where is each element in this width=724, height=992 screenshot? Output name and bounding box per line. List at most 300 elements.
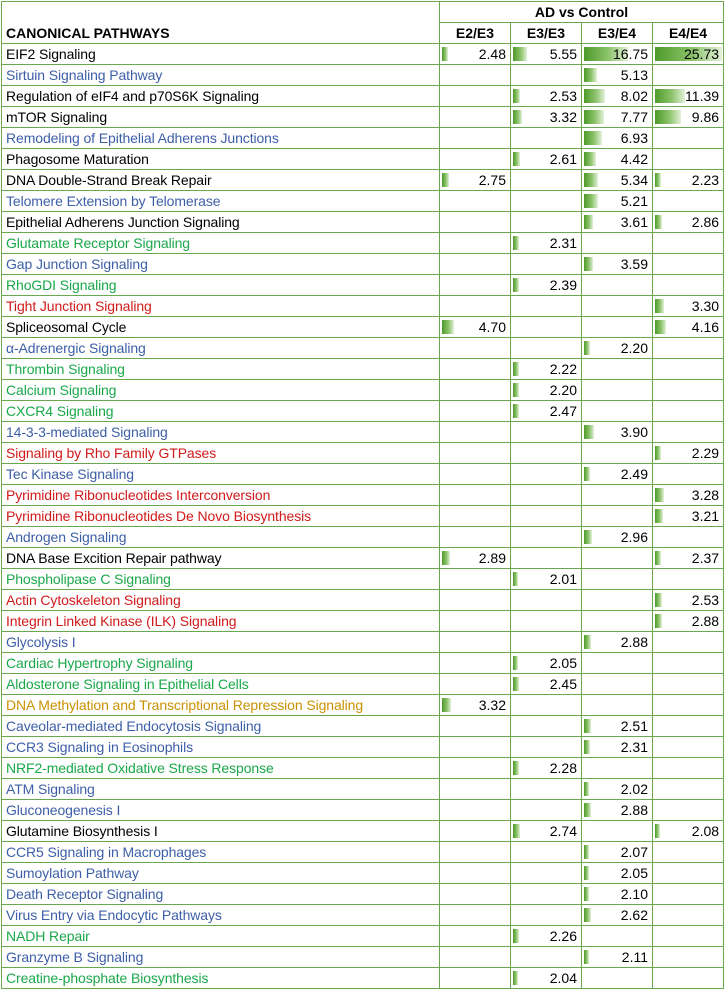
- pathway-name: RhoGDI Signaling: [2, 275, 440, 296]
- pathway-name: Aldosterone Signaling in Epithelial Cells: [2, 674, 440, 695]
- value-cell: [653, 359, 724, 380]
- data-bar: [513, 929, 519, 943]
- data-bar: [584, 908, 591, 922]
- value-cell: [653, 611, 724, 632]
- value-cell: [653, 170, 724, 191]
- value-cell: [582, 485, 653, 506]
- value-cell: [511, 968, 582, 989]
- value-cell: [511, 590, 582, 611]
- value-cell: [440, 275, 511, 296]
- value-cell: [440, 359, 511, 380]
- pathway-name: Glycolysis I: [2, 632, 440, 653]
- value-cell: [653, 233, 724, 254]
- data-label: 2.61: [549, 151, 577, 167]
- value-cell: [440, 926, 511, 947]
- data-label: 2.20: [620, 340, 648, 356]
- value-cell: [653, 149, 724, 170]
- table-row: [2, 842, 724, 863]
- pathway-name: α-Adrenergic Signaling: [2, 338, 440, 359]
- value-cell: [511, 401, 582, 422]
- table-row: [2, 149, 724, 170]
- value-cell: [653, 443, 724, 464]
- data-label: 3.90: [620, 424, 648, 440]
- value-cell: [440, 695, 511, 716]
- value-cell: [440, 485, 511, 506]
- value-cell: [511, 905, 582, 926]
- table-row: [2, 44, 724, 65]
- pathway-name: Calcium Signaling: [2, 380, 440, 401]
- value-cell: [511, 359, 582, 380]
- data-bar: [584, 110, 604, 124]
- data-bar: [584, 341, 590, 355]
- value-cell: [440, 674, 511, 695]
- pathway-name: Gluconeogenesis I: [2, 800, 440, 821]
- value-cell: [440, 401, 511, 422]
- value-cell: [511, 758, 582, 779]
- value-cell: [653, 674, 724, 695]
- data-label: 9.86: [691, 109, 720, 125]
- data-bar: [584, 530, 592, 544]
- data-bar: [513, 362, 519, 376]
- value-cell: [653, 275, 724, 296]
- value-cell: [653, 779, 724, 800]
- pathway-name: Pyrimidine Ribonucleotides De Novo Biosynthesis: [2, 506, 440, 527]
- data-bar: [513, 404, 519, 418]
- pathway-name: Phospholipase C Signaling: [2, 569, 440, 590]
- table-row: [2, 107, 724, 128]
- pathway-name: Pyrimidine Ribonucleotides Interconversion: [2, 485, 440, 506]
- data-label: 3.28: [691, 487, 720, 503]
- pathway-name: Telomere Extension by Telomerase: [2, 191, 440, 212]
- table-row: [2, 170, 724, 191]
- value-cell: [653, 758, 724, 779]
- pathway-name: NRF2-mediated Oxidative Stress Response: [2, 758, 440, 779]
- table-row: [2, 191, 724, 212]
- pathway-name: Cardiac Hypertrophy Signaling: [2, 653, 440, 674]
- value-cell: [653, 422, 724, 443]
- value-cell: [440, 842, 511, 863]
- value-cell: [653, 548, 724, 569]
- value-cell: [582, 254, 653, 275]
- data-label: 2.37: [691, 550, 720, 566]
- value-cell: [582, 401, 653, 422]
- table-row: [2, 338, 724, 359]
- value-cell: [582, 422, 653, 443]
- data-bar: [442, 320, 454, 334]
- value-cell: [511, 716, 582, 737]
- data-label: 5.34: [620, 172, 648, 188]
- value-cell: [440, 653, 511, 674]
- pathway-name: CCR5 Signaling in Macrophages: [2, 842, 440, 863]
- value-cell: [440, 590, 511, 611]
- table-row: [2, 86, 724, 107]
- table-row: [2, 800, 724, 821]
- value-cell: [582, 569, 653, 590]
- data-bar: [655, 551, 661, 565]
- data-bar: [513, 761, 519, 775]
- table-row: [2, 884, 724, 905]
- data-bar: [584, 257, 593, 271]
- data-label: 2.26: [549, 928, 577, 944]
- data-bar: [442, 698, 451, 712]
- value-cell: [582, 212, 653, 233]
- data-bar: [584, 89, 605, 103]
- value-cell: [440, 968, 511, 989]
- value-cell: [582, 527, 653, 548]
- value-cell: [511, 653, 582, 674]
- table-row: [2, 485, 724, 506]
- pathway-name: Glutamate Receptor Signaling: [2, 233, 440, 254]
- data-label: 3.32: [549, 109, 577, 125]
- value-cell: [653, 485, 724, 506]
- value-cell: [440, 779, 511, 800]
- value-cell: [653, 506, 724, 527]
- value-cell: [440, 212, 511, 233]
- pathway-name: Creatine-phosphate Biosynthesis: [2, 968, 440, 989]
- pathway-name: Thrombin Signaling: [2, 359, 440, 380]
- data-label: 2.88: [620, 634, 648, 650]
- data-label: 2.89: [478, 550, 506, 566]
- value-cell: [653, 737, 724, 758]
- pathway-name: DNA Double-Strand Break Repair: [2, 170, 440, 191]
- value-cell: [653, 947, 724, 968]
- value-cell: [511, 737, 582, 758]
- data-label: 2.51: [620, 718, 648, 734]
- value-cell: [582, 632, 653, 653]
- data-bar: [513, 47, 527, 61]
- data-bar: [655, 446, 661, 460]
- value-cell: [440, 905, 511, 926]
- data-bar: [584, 68, 597, 82]
- value-cell: [511, 863, 582, 884]
- value-cell: [440, 422, 511, 443]
- header-row-group: [2, 2, 724, 23]
- data-bar: [584, 887, 589, 901]
- value-cell: [582, 233, 653, 254]
- value-cell: [511, 338, 582, 359]
- value-cell: [440, 296, 511, 317]
- group-header: AD vs Control: [440, 2, 724, 23]
- pathway-name: Regulation of eIF4 and p70S6K Signaling: [2, 86, 440, 107]
- data-label: 2.22: [549, 361, 577, 377]
- data-bar: [442, 551, 450, 565]
- value-cell: [653, 695, 724, 716]
- value-cell: [440, 758, 511, 779]
- data-bar: [442, 47, 448, 61]
- pathway-table-container: [1, 1, 723, 990]
- data-bar: [513, 236, 519, 250]
- value-cell: [582, 590, 653, 611]
- data-label: 2.88: [691, 613, 720, 629]
- value-cell: [653, 44, 724, 65]
- column-header-e3-e3: E3/E3: [511, 23, 582, 44]
- value-cell: [511, 464, 582, 485]
- data-bar: [513, 110, 522, 124]
- data-bar: [655, 110, 681, 124]
- data-label: 2.10: [620, 886, 648, 902]
- value-cell: [653, 590, 724, 611]
- data-bar: [584, 152, 596, 166]
- value-cell: [582, 821, 653, 842]
- value-cell: [440, 464, 511, 485]
- value-cell: [511, 506, 582, 527]
- data-bar: [584, 782, 589, 796]
- value-cell: [511, 548, 582, 569]
- data-label: 2.08: [691, 823, 720, 839]
- value-cell: [653, 107, 724, 128]
- value-cell: [511, 779, 582, 800]
- data-label: 11.39: [685, 88, 720, 104]
- table-row: [2, 779, 724, 800]
- data-label: 2.31: [549, 235, 577, 251]
- value-cell: [653, 968, 724, 989]
- table-row: [2, 632, 724, 653]
- value-cell: [511, 947, 582, 968]
- table-row: [2, 611, 724, 632]
- value-cell: [440, 380, 511, 401]
- value-cell: [653, 863, 724, 884]
- value-cell: [582, 842, 653, 863]
- table-row: [2, 296, 724, 317]
- data-label: 2.05: [620, 865, 648, 881]
- data-bar: [513, 677, 519, 691]
- value-cell: [440, 632, 511, 653]
- data-bar: [584, 845, 589, 859]
- value-cell: [511, 527, 582, 548]
- value-cell: [511, 443, 582, 464]
- data-bar: [655, 215, 662, 229]
- pathway-name: Integrin Linked Kinase (ILK) Signaling: [2, 611, 440, 632]
- value-cell: [653, 128, 724, 149]
- value-cell: [440, 800, 511, 821]
- value-cell: [582, 716, 653, 737]
- pathway-name: CXCR4 Signaling: [2, 401, 440, 422]
- data-bar: [584, 425, 594, 439]
- value-cell: [582, 149, 653, 170]
- data-label: 2.29: [691, 445, 720, 461]
- table-row: [2, 695, 724, 716]
- value-cell: [440, 65, 511, 86]
- table-row: [2, 968, 724, 989]
- column-header-e2-e3: E2/E3: [440, 23, 511, 44]
- value-cell: [582, 737, 653, 758]
- value-cell: [582, 338, 653, 359]
- table-row: [2, 737, 724, 758]
- data-label: 16.75: [612, 46, 648, 62]
- data-bar: [584, 194, 598, 208]
- data-label: 2.28: [549, 760, 577, 776]
- table-row: [2, 317, 724, 338]
- value-cell: [440, 737, 511, 758]
- pathway-name: ATM Signaling: [2, 779, 440, 800]
- data-label: 3.21: [691, 508, 720, 524]
- value-cell: [511, 296, 582, 317]
- value-cell: [653, 65, 724, 86]
- value-cell: [440, 548, 511, 569]
- data-label: 5.21: [620, 193, 648, 209]
- value-cell: [440, 527, 511, 548]
- data-label: 2.07: [620, 844, 648, 860]
- value-cell: [511, 275, 582, 296]
- data-label: 2.02: [620, 781, 648, 797]
- table-row: [2, 464, 724, 485]
- data-bar: [442, 173, 449, 187]
- value-cell: [582, 443, 653, 464]
- data-label: 2.53: [691, 592, 720, 608]
- value-cell: [440, 317, 511, 338]
- value-cell: [582, 947, 653, 968]
- data-bar: [584, 173, 598, 187]
- data-bar: [513, 89, 520, 103]
- data-bar: [655, 173, 661, 187]
- value-cell: [440, 338, 511, 359]
- data-label: 6.93: [620, 130, 648, 146]
- pathway-name: Androgen Signaling: [2, 527, 440, 548]
- table-row: [2, 275, 724, 296]
- value-cell: [653, 401, 724, 422]
- column-header-e3-e4: E3/E4: [582, 23, 653, 44]
- data-label: 4.70: [478, 319, 506, 335]
- data-label: 2.86: [691, 214, 720, 230]
- table-row: [2, 947, 724, 968]
- data-bar: [584, 950, 589, 964]
- value-cell: [440, 443, 511, 464]
- value-cell: [511, 254, 582, 275]
- value-cell: [582, 380, 653, 401]
- value-cell: [511, 422, 582, 443]
- value-cell: [582, 107, 653, 128]
- data-bar: [584, 719, 591, 733]
- data-label: 2.48: [478, 46, 506, 62]
- pathway-rows: [2, 44, 724, 989]
- value-cell: [582, 86, 653, 107]
- value-cell: [511, 86, 582, 107]
- value-cell: [582, 863, 653, 884]
- pathway-name: Virus Entry via Endocytic Pathways: [2, 905, 440, 926]
- table-row: [2, 506, 724, 527]
- pathway-table: [1, 1, 724, 989]
- data-label: 7.77: [620, 109, 648, 125]
- data-bar: [513, 383, 519, 397]
- data-label: 2.53: [549, 88, 577, 104]
- value-cell: [511, 611, 582, 632]
- value-cell: [582, 44, 653, 65]
- data-bar: [584, 215, 593, 229]
- data-bar: [584, 635, 591, 649]
- value-cell: [582, 191, 653, 212]
- table-row: [2, 863, 724, 884]
- value-cell: [511, 821, 582, 842]
- value-cell: [511, 44, 582, 65]
- table-row: [2, 926, 724, 947]
- data-label: 3.32: [478, 697, 506, 713]
- data-label: 2.49: [620, 466, 648, 482]
- value-cell: [582, 65, 653, 86]
- value-cell: [511, 695, 582, 716]
- pathway-name: Remodeling of Epithelial Adherens Junctions: [2, 128, 440, 149]
- value-cell: [582, 506, 653, 527]
- pathways-column-header: CANONICAL PATHWAYS: [2, 2, 440, 44]
- pathway-name: Caveolar-mediated Endocytosis Signaling: [2, 716, 440, 737]
- value-cell: [511, 233, 582, 254]
- value-cell: [653, 884, 724, 905]
- data-label: 2.20: [549, 382, 577, 398]
- value-cell: [582, 800, 653, 821]
- value-cell: [653, 821, 724, 842]
- value-cell: [511, 149, 582, 170]
- data-bar: [655, 320, 666, 334]
- data-label: 4.16: [691, 319, 720, 335]
- table-row: [2, 821, 724, 842]
- value-cell: [653, 254, 724, 275]
- data-label: 2.31: [620, 739, 648, 755]
- table-row: [2, 653, 724, 674]
- value-cell: [511, 128, 582, 149]
- data-label: 2.05: [549, 655, 577, 671]
- value-cell: [653, 716, 724, 737]
- data-bar: [655, 89, 685, 103]
- value-cell: [582, 128, 653, 149]
- data-bar: [513, 152, 520, 166]
- value-cell: [440, 86, 511, 107]
- value-cell: [440, 884, 511, 905]
- data-bar: [655, 509, 663, 523]
- table-row: [2, 905, 724, 926]
- pathway-name: NADH Repair: [2, 926, 440, 947]
- data-bar: [513, 656, 518, 670]
- value-cell: [511, 212, 582, 233]
- data-label: 3.61: [620, 214, 648, 230]
- pathway-name: Signaling by Rho Family GTPases: [2, 443, 440, 464]
- value-cell: [653, 800, 724, 821]
- value-cell: [440, 569, 511, 590]
- table-row: [2, 380, 724, 401]
- table-row: [2, 65, 724, 86]
- pathway-name: Tight Junction Signaling: [2, 296, 440, 317]
- data-label: 3.30: [691, 298, 720, 314]
- value-cell: [511, 569, 582, 590]
- value-cell: [582, 275, 653, 296]
- pathway-name: 14-3-3-mediated Signaling: [2, 422, 440, 443]
- data-label: 8.02: [620, 88, 648, 104]
- value-cell: [440, 863, 511, 884]
- pathway-name: Gap Junction Signaling: [2, 254, 440, 275]
- data-label: 2.75: [478, 172, 506, 188]
- data-label: 5.55: [549, 46, 577, 62]
- value-cell: [582, 317, 653, 338]
- data-bar: [655, 593, 662, 607]
- data-bar: [584, 803, 591, 817]
- pathway-name: Granzyme B Signaling: [2, 947, 440, 968]
- data-label: 2.23: [691, 172, 720, 188]
- value-cell: [582, 968, 653, 989]
- value-cell: [653, 191, 724, 212]
- data-label: 5.13: [620, 67, 648, 83]
- value-cell: [440, 44, 511, 65]
- data-bar: [584, 131, 602, 145]
- table-row: [2, 254, 724, 275]
- value-cell: [440, 254, 511, 275]
- value-cell: [653, 212, 724, 233]
- value-cell: [653, 653, 724, 674]
- table-row: [2, 548, 724, 569]
- value-cell: [582, 884, 653, 905]
- data-bar: [513, 278, 519, 292]
- value-cell: [511, 632, 582, 653]
- value-cell: [511, 380, 582, 401]
- data-label: 2.74: [549, 823, 577, 839]
- value-cell: [511, 800, 582, 821]
